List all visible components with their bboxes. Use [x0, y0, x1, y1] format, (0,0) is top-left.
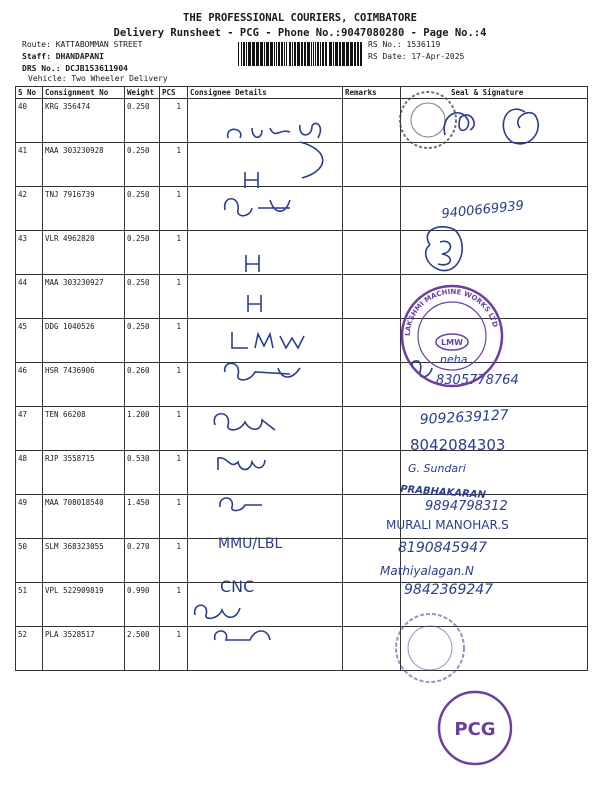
cell-sno: 42	[16, 187, 43, 231]
cell-remarks	[343, 583, 401, 627]
barcode-bar	[335, 42, 338, 66]
barcode-bar	[322, 42, 324, 66]
hw-name-50: MURALI MANOHAR.S	[386, 518, 509, 532]
cell-pcs: 1	[160, 319, 188, 363]
cell-sno: 45	[16, 319, 43, 363]
barcode-bar	[270, 42, 273, 66]
cell-remarks	[343, 363, 401, 407]
cell-pcs: 1	[160, 99, 188, 143]
barcode-bar	[304, 42, 306, 66]
barcode-bar	[276, 42, 277, 66]
cell-pcs: 1	[160, 451, 188, 495]
table-row	[16, 451, 588, 495]
cell-seal-signature	[401, 363, 588, 407]
cell-weight: 0.250	[125, 319, 160, 363]
col-pcs: PCS	[160, 87, 188, 99]
cell-sno: 40	[16, 99, 43, 143]
rs-no-line: RS No.: 1536119	[368, 40, 441, 49]
cell-sno: 50	[16, 539, 43, 583]
hw-phone-49: 9894798312	[425, 499, 508, 514]
barcode-bar	[339, 42, 341, 66]
cell-pcs: 1	[160, 143, 188, 187]
cell-sno: 52	[16, 627, 43, 671]
cell-remarks	[343, 451, 401, 495]
route-line: Route: KATTABOMMAN STREET	[22, 40, 143, 49]
barcode-bar	[350, 42, 353, 66]
hw-phone-51: 9842369247	[404, 582, 494, 598]
staff-value: DHANDAPANI	[55, 52, 104, 61]
cell-consignee-details	[188, 319, 343, 363]
barcode-bar	[260, 42, 263, 66]
cell-sno: 49	[16, 495, 43, 539]
cell-weight: 0.250	[125, 99, 160, 143]
rs-date-line: RS Date: 17-Apr-2025	[368, 52, 465, 61]
cell-weight: 0.270	[125, 539, 160, 583]
cell-weight: 0.250	[125, 231, 160, 275]
cell-remarks	[343, 407, 401, 451]
cell-remarks	[343, 99, 401, 143]
cell-pcs: 1	[160, 407, 188, 451]
cell-consignment-no: TEN 66208	[43, 407, 125, 451]
cell-consignee-details	[188, 363, 343, 407]
cell-consignment-no: VPL 522909819	[43, 583, 125, 627]
cell-seal-signature	[401, 583, 588, 627]
drs-value: DCJB153611904	[65, 64, 128, 73]
cell-consignee-details	[188, 627, 343, 671]
cell-consignee-details	[188, 495, 343, 539]
barcode-bar	[315, 42, 316, 66]
cell-remarks	[343, 187, 401, 231]
barcode-bar	[256, 42, 259, 66]
cell-consignment-no: SLM 368323055	[43, 539, 125, 583]
barcode-bar	[284, 42, 285, 66]
barcode-bar	[357, 42, 359, 66]
hw-name-51: Mathiyalagan.N	[380, 564, 474, 578]
barcode-bar	[264, 42, 265, 66]
barcode-bar	[333, 42, 334, 66]
cell-consignment-no: MAA 303230927	[43, 275, 125, 319]
barcode-bar	[360, 42, 362, 66]
cell-sno: 47	[16, 407, 43, 451]
barcode-bar	[325, 42, 327, 66]
cell-weight: 1.200	[125, 407, 160, 451]
runsheet-table	[15, 86, 588, 671]
barcode-bar	[278, 42, 280, 66]
barcode-bar	[241, 42, 242, 66]
cell-consignment-no: PLA 3528517	[43, 627, 125, 671]
barcode-bar	[342, 42, 345, 66]
cell-weight: 0.530	[125, 451, 160, 495]
sheet-title: THE PROFESSIONAL COURIERS, COIMBATORE	[183, 12, 417, 24]
table-row	[16, 539, 588, 583]
cell-sno: 41	[16, 143, 43, 187]
col-weight: Weight	[125, 87, 160, 99]
table-row	[16, 275, 588, 319]
cell-consignment-no: KRG 356474	[43, 99, 125, 143]
cell-seal-signature	[401, 451, 588, 495]
barcode-bar	[266, 42, 269, 66]
cell-consignee-details	[188, 539, 343, 583]
drs-line: DRS No.: DCJB153611904	[22, 64, 128, 73]
col-consignee: Consignee Details	[188, 87, 343, 99]
barcode-bar	[274, 42, 275, 66]
cell-remarks	[343, 143, 401, 187]
col-remarks: Remarks	[343, 87, 401, 99]
barcode-bar	[294, 42, 296, 66]
col-sno: S No	[16, 87, 43, 99]
cell-seal-signature	[401, 539, 588, 583]
barcode-bar	[248, 42, 251, 66]
cell-weight: 0.990	[125, 583, 160, 627]
pcg-stamp-text: PCG	[454, 719, 496, 740]
cell-sno: 46	[16, 363, 43, 407]
cell-consignment-no: TNJ 7916739	[43, 187, 125, 231]
vehicle-line: Vehicle: Two Wheeler Delivery	[28, 74, 168, 83]
barcode-bar	[292, 42, 293, 66]
cell-seal-signature	[401, 627, 588, 671]
barcode-bar	[286, 42, 287, 66]
hw-phone-46: 8305778764	[436, 373, 519, 388]
table-row	[16, 99, 588, 143]
table-row	[16, 495, 588, 539]
cell-remarks	[343, 539, 401, 583]
cell-weight: 2.500	[125, 627, 160, 671]
barcode-bar	[289, 42, 291, 66]
barcode-bar	[297, 42, 300, 66]
cell-consignee-details	[188, 99, 343, 143]
cell-seal-signature	[401, 275, 588, 319]
cell-pcs: 1	[160, 363, 188, 407]
hw-name-48: G. Sundari	[408, 462, 466, 475]
lmw-logo: LMW	[441, 338, 463, 347]
rs-date-value: 17-Apr-2025	[411, 52, 465, 61]
cell-sno: 44	[16, 275, 43, 319]
barcode-bar	[246, 42, 247, 66]
col-seal-signature: Seal & Signature	[401, 87, 588, 99]
cell-consignee-details	[188, 275, 343, 319]
pcg-stamp	[439, 692, 511, 764]
cell-consignment-no: MAA 708018540	[43, 495, 125, 539]
cell-remarks	[343, 495, 401, 539]
hw-phone-47: 9092639127	[419, 407, 510, 428]
cell-seal-signature	[401, 143, 588, 187]
table-row	[16, 363, 588, 407]
cell-sno: 43	[16, 231, 43, 275]
cell-consignee-details	[188, 187, 343, 231]
cell-consignment-no: VLR 4962820	[43, 231, 125, 275]
cell-seal-signature	[401, 187, 588, 231]
barcode-bar	[252, 42, 255, 66]
hw-sign-46: neha	[440, 353, 468, 366]
cell-consignment-no: RJP 3558715	[43, 451, 125, 495]
barcode-bar	[329, 42, 332, 66]
cell-weight: 0.250	[125, 275, 160, 319]
barcode-bar	[346, 42, 349, 66]
cell-consignee-details	[188, 143, 343, 187]
barcode-bar	[281, 42, 283, 66]
hw-cnc-51: CNC	[220, 577, 255, 596]
cell-pcs: 1	[160, 627, 188, 671]
cell-consignment-no: HSR 7436906	[43, 363, 125, 407]
cell-consignee-details	[188, 451, 343, 495]
cell-weight: 1.450	[125, 495, 160, 539]
cell-consignee-details	[188, 231, 343, 275]
hw-phone-50: 8190845947	[398, 540, 488, 556]
cell-remarks	[343, 319, 401, 363]
cell-sno: 48	[16, 451, 43, 495]
cell-pcs: 1	[160, 187, 188, 231]
rs-no-value: 1536119	[406, 40, 441, 49]
table-row	[16, 143, 588, 187]
cell-consignment-no: DDG 1040526	[43, 319, 125, 363]
cell-pcs: 1	[160, 495, 188, 539]
barcode-bar	[320, 42, 321, 66]
table-row	[16, 583, 588, 627]
hw-phone-48: 8042084303	[410, 436, 506, 454]
cell-seal-signature	[401, 495, 588, 539]
cell-consignee-details	[188, 583, 343, 627]
barcode	[238, 42, 362, 66]
cell-remarks	[343, 627, 401, 671]
cell-seal-signature	[401, 99, 588, 143]
staff-line: Staff: DHANDAPANI	[22, 52, 104, 61]
cell-seal-signature	[401, 319, 588, 363]
vehicle-value: Two Wheeler Delivery	[71, 74, 168, 83]
cell-consignment-no: MAA 303230928	[43, 143, 125, 187]
barcode-bar	[313, 42, 314, 66]
barcode-bar	[301, 42, 303, 66]
col-consignment: Consignment No	[43, 87, 125, 99]
cell-weight: 0.250	[125, 143, 160, 187]
cell-sno: 51	[16, 583, 43, 627]
cell-consignee-details	[188, 407, 343, 451]
cell-remarks	[343, 275, 401, 319]
table-row	[16, 407, 588, 451]
lmw-ring-text: LAKSHMI MACHINE WORKS LTD	[403, 287, 500, 337]
barcode-bar	[311, 42, 312, 66]
cell-seal-signature	[401, 407, 588, 451]
barcode-bar	[307, 42, 310, 66]
cell-weight: 0.250	[125, 187, 160, 231]
cell-pcs: 1	[160, 275, 188, 319]
hw-mmu-50: MMU/LBL	[218, 536, 283, 552]
cell-pcs: 1	[160, 539, 188, 583]
table-row	[16, 231, 588, 275]
table-row	[16, 319, 588, 363]
barcode-bar	[238, 42, 239, 66]
cell-pcs: 1	[160, 231, 188, 275]
cell-remarks	[343, 231, 401, 275]
cell-pcs: 1	[160, 583, 188, 627]
route-value: KATTABOMMAN STREET	[55, 40, 143, 49]
cell-seal-signature	[401, 231, 588, 275]
table-header-row	[16, 87, 588, 99]
cell-weight: 0.260	[125, 363, 160, 407]
table-row	[16, 187, 588, 231]
hw-name-49: PRABHAKARAN	[399, 484, 487, 501]
sheet-subtitle: Delivery Runsheet - PCG - Phone No.:9047080280 - Page No.:4	[113, 27, 487, 39]
table-row	[16, 627, 588, 671]
barcode-bar	[317, 42, 319, 66]
hw-phone-42: 9400669939	[440, 198, 525, 222]
barcode-bar	[243, 42, 245, 66]
barcode-bar	[354, 42, 356, 66]
